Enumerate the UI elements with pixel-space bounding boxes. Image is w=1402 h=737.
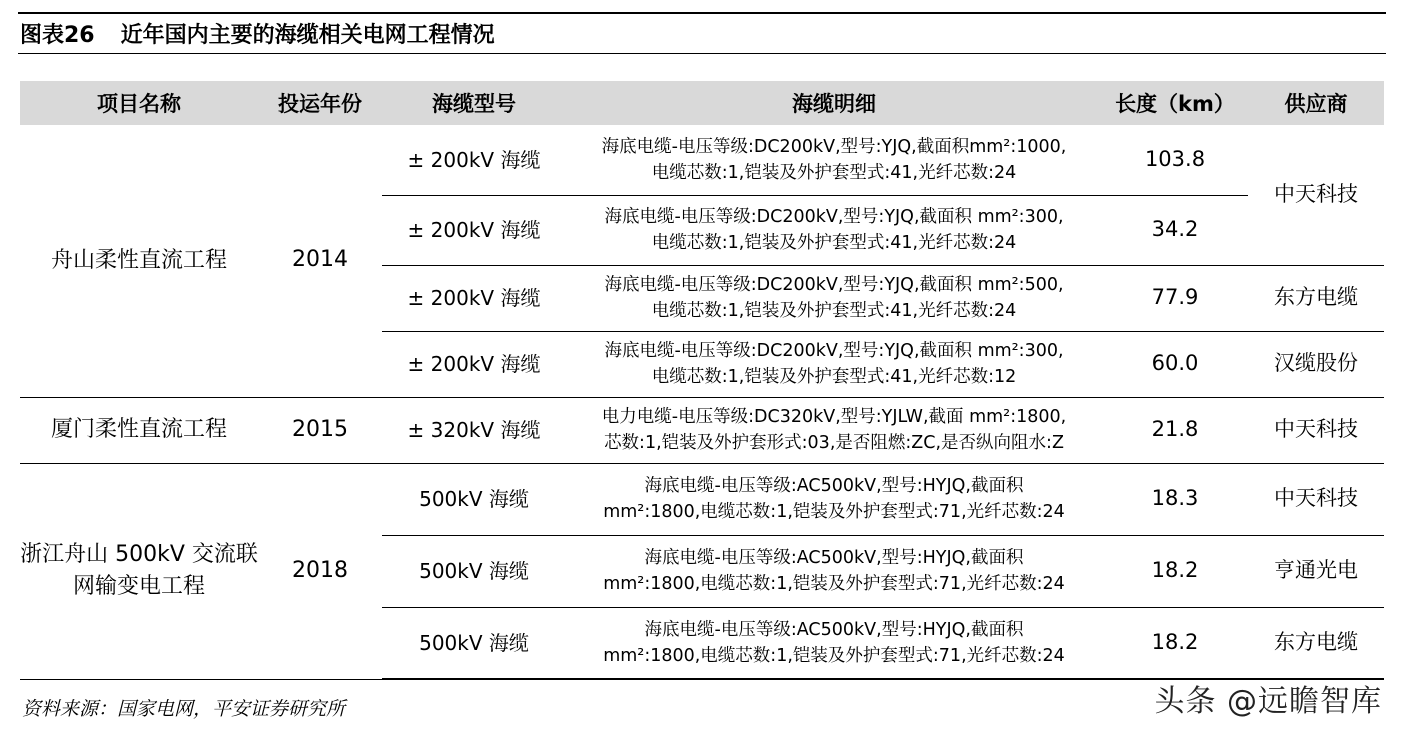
cable-model-cell: ± 200kV 海缆 xyxy=(382,195,566,265)
header-cable-detail: 海缆明细 xyxy=(566,81,1102,125)
detail-line-1: 海底电缆-电压等级:AC500kV,型号:HYJQ,截面积 xyxy=(644,547,1024,568)
cable-detail-cell xyxy=(566,463,1102,535)
source-note: 资料来源：国家电网，平安证券研究所 xyxy=(22,698,346,720)
table-row xyxy=(20,463,1384,535)
cable-model-cell: 500kV 海缆 xyxy=(382,535,566,607)
detail-line-1: 海底电缆-电压等级:DC200kV,型号:YJQ,截面积mm²:1000, xyxy=(601,136,1067,157)
cable-model-cell: ± 200kV 海缆 xyxy=(382,125,566,195)
cable-detail-cell xyxy=(566,397,1102,463)
supplier-cell: 亨通光电 xyxy=(1248,535,1384,607)
header-length: 长度（km） xyxy=(1102,81,1248,125)
project-name-cell: 厦门柔性直流工程 xyxy=(20,397,258,463)
project-year-cell: 2014 xyxy=(258,125,382,397)
length-cell: 103.8 xyxy=(1102,125,1248,195)
table-header-row xyxy=(20,81,1384,125)
cable-model-cell: ± 200kV 海缆 xyxy=(382,331,566,397)
length-cell: 18.3 xyxy=(1102,463,1248,535)
cable-projects-table xyxy=(20,81,1384,680)
length-cell: 21.8 xyxy=(1102,397,1248,463)
detail-line-1: 电力电缆-电压等级:DC320kV,型号:YJLW,截面 mm²:1800, xyxy=(601,406,1067,427)
supplier-cell: 东方电缆 xyxy=(1248,607,1384,679)
project-name-cell: 舟山柔性直流工程 xyxy=(20,125,258,397)
supplier-cell: 中天科技 xyxy=(1248,125,1384,265)
cable-detail-cell xyxy=(566,125,1102,195)
cable-detail-cell xyxy=(566,195,1102,265)
header-year: 投运年份 xyxy=(258,81,382,125)
detail-line-2: 电缆芯数:1,铠装及外护套型式:41,光纤芯数:24 xyxy=(651,301,1017,321)
length-cell: 60.0 xyxy=(1102,331,1248,397)
project-year-cell: 2018 xyxy=(258,463,382,679)
detail-line-1: 海底电缆-电压等级:AC500kV,型号:HYJQ,截面积 xyxy=(644,619,1024,640)
supplier-cell: 汉缆股份 xyxy=(1248,331,1384,397)
project-year-cell: 2015 xyxy=(258,397,382,463)
header-supplier: 供应商 xyxy=(1248,81,1384,125)
figure-title: 近年国内主要的海缆相关电网工程情况 xyxy=(120,23,495,48)
cable-detail-cell xyxy=(566,607,1102,679)
supplier-cell: 中天科技 xyxy=(1248,463,1384,535)
cable-model-cell: 500kV 海缆 xyxy=(382,463,566,535)
detail-line-2: 电缆芯数:1,铠装及外护套型式:41,光纤芯数:24 xyxy=(651,162,1017,183)
length-cell: 18.2 xyxy=(1102,607,1248,679)
cable-model-cell: 500kV 海缆 xyxy=(382,607,566,679)
figure-number: 图表26 xyxy=(20,23,95,48)
cable-detail-cell xyxy=(566,265,1102,331)
watermark: 头条 @远瞻智库 xyxy=(1154,684,1382,719)
detail-line-1: 海底电缆-电压等级:DC200kV,型号:YJQ,截面积 mm²:300, xyxy=(604,206,1064,227)
header-project-name: 项目名称 xyxy=(20,81,258,125)
length-cell: 18.2 xyxy=(1102,535,1248,607)
project-name-cell: 浙江舟山 500kV 交流联网输变电工程 xyxy=(20,463,258,679)
length-cell: 77.9 xyxy=(1102,265,1248,331)
figure-title-bar xyxy=(18,12,1386,54)
cable-model-cell: ± 320kV 海缆 xyxy=(382,397,566,463)
header-cable-model: 海缆型号 xyxy=(382,81,566,125)
detail-line-2: mm²:1800,电缆芯数:1,铠装及外护套型式:71,光纤芯数:24 xyxy=(603,574,1065,594)
detail-line-2: mm²:1800,电缆芯数:1,铠装及外护套型式:71,光纤芯数:24 xyxy=(603,502,1065,522)
cable-detail-cell xyxy=(566,331,1102,397)
cable-model-cell: ± 200kV 海缆 xyxy=(382,265,566,331)
detail-line-1: 海底电缆-电压等级:AC500kV,型号:HYJQ,截面积 xyxy=(644,475,1024,496)
supplier-cell: 中天科技 xyxy=(1248,397,1384,463)
table-row xyxy=(20,125,1384,195)
supplier-cell: 东方电缆 xyxy=(1248,265,1384,331)
table-row xyxy=(20,397,1384,463)
detail-line-2: 芯数:1,铠装及外护套形式:03,是否阻燃:ZC,是否纵向阻水:Z xyxy=(604,433,1064,453)
cable-detail-cell xyxy=(566,535,1102,607)
detail-line-2: 电缆芯数:1,铠装及外护套型式:41,光纤芯数:24 xyxy=(651,233,1017,253)
detail-line-2: mm²:1800,电缆芯数:1,铠装及外护套型式:71,光纤芯数:24 xyxy=(603,645,1065,666)
detail-line-1: 海底电缆-电压等级:DC200kV,型号:YJQ,截面积 mm²:500, xyxy=(604,274,1064,295)
detail-line-1: 海底电缆-电压等级:DC200kV,型号:YJQ,截面积 mm²:300, xyxy=(604,340,1064,361)
detail-line-2: 电缆芯数:1,铠装及外护套型式:41,光纤芯数:12 xyxy=(651,367,1017,387)
length-cell: 34.2 xyxy=(1102,195,1248,265)
